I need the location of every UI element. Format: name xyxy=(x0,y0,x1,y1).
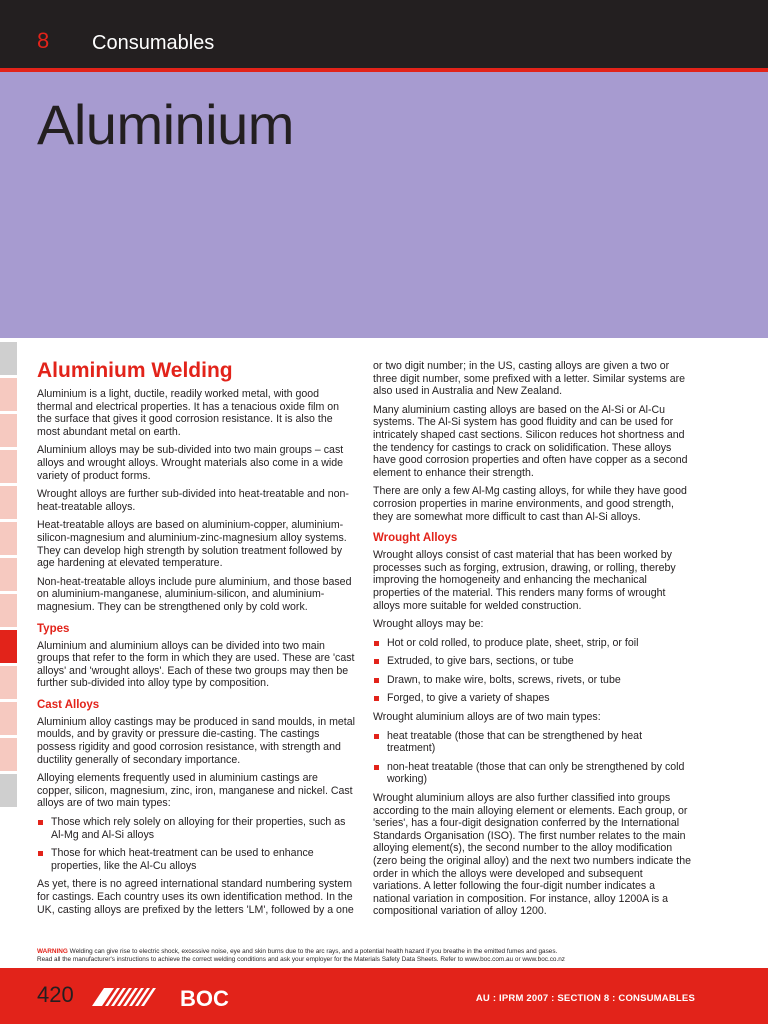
list-item: Those which rely solely on alloying for their properties, such as Al-Mg and Al-Si alloys xyxy=(37,816,355,841)
right-column xyxy=(373,360,691,924)
paragraph: Many aluminium casting alloys are based on the Al-Si or Al-Cu systems. The Al-Si system has good fluidity and can be used for intricately shaped cast sections. Silicon reduces hot shortness and the tendency for castings to crack on solidification. These alloys have good corrosion properties and often have copper as a second element to enhance their strength. xyxy=(373,403,688,479)
paragraph: Wrought alloys consist of cast material that has been worked by processes such as forging, extrusion, drawing, or rolling, thereby improving the homogeneity and enhancing the mechanical properties of the material. This renders many forms of wrought alloys more suitable for welded construction. xyxy=(373,549,676,612)
warning-label: WARNING xyxy=(37,948,68,955)
article-heading: Aluminium Welding xyxy=(37,359,233,382)
paragraph: Heat-treatable alloys are based on aluminium-copper, aluminium-silicon-magnesium and aluminium-zinc-magnesium alloy systems. They can develop high strength by solution treatment followed by age hardening at elevated temperature. xyxy=(37,519,347,570)
section-tab[interactable] xyxy=(0,522,17,555)
section-title: Consumables xyxy=(92,32,215,54)
chapter-number: 8 xyxy=(37,28,50,53)
section-tab-active[interactable] xyxy=(0,630,17,663)
list-item: Hot or cold rolled, to produce plate, sheet, strip, or foil xyxy=(373,637,691,650)
section-tab[interactable] xyxy=(0,774,17,807)
section-tab[interactable] xyxy=(0,594,17,627)
section-tab[interactable] xyxy=(0,486,17,519)
page-title: Aluminium xyxy=(37,93,294,156)
paragraph: Wrought aluminium alloys are of two main types: xyxy=(373,711,601,724)
brand-name: BOC xyxy=(180,986,229,1010)
paragraph: Alloying elements frequently used in aluminium castings are copper, silicon, magnesium, zinc, iron, manganese and nickel. Cast alloys are of two main types: xyxy=(37,772,353,810)
section-tab[interactable] xyxy=(0,702,17,735)
section-tab[interactable] xyxy=(0,738,17,771)
wrought-types-list xyxy=(373,730,691,786)
paragraph: There are only a few Al-Mg casting alloys, for while they have good corrosion properties in marine environments, and good strength, they are somewhat more difficult to cast than Al-Si alloys. xyxy=(373,485,687,523)
list-item: Extruded, to give bars, sections, or tube xyxy=(373,655,691,668)
list-item: non-heat treatable (those that can only be strengthened by cold working) xyxy=(373,761,691,786)
footer-bar xyxy=(0,968,768,1024)
paragraph: Wrought aluminium alloys are also further classified into groups according to the main alloying element or elements. Each group, or 'series', has a four-digit designation conferred by the International Standards Organisation (ISO). The first number relates to the main alloying element(s), the second number to the alloy modification (zero being the original alloy) and the next two numbers indicate the order in which the alloys were developed and subsequent variations. A letter following the four-digit number indicates a national variation in composition. For instance, alloy 1200A is a compositional variation of alloy 1200. xyxy=(373,792,691,918)
paragraph: Aluminium and aluminium alloys can be divided into two main groups that refer to the form in which they are used. These are 'cast alloys' and 'wrought alloys'. Each of these two groups may then be further sub-divided into alloy type by composition. xyxy=(37,639,355,690)
boc-logo-icon xyxy=(92,984,242,1010)
paragraph: Wrought alloys may be: xyxy=(373,618,484,631)
wrought-process-list xyxy=(373,637,691,705)
section-tab[interactable] xyxy=(0,558,17,591)
cast-alloy-list xyxy=(37,816,355,872)
paragraph: or two digit number; in the US, casting alloys are given a two or three digit number, some prefixed with a letter. Similar systems are also used in Australia and New Zealand. xyxy=(373,360,686,398)
section-tab[interactable] xyxy=(0,342,17,375)
top-bar xyxy=(0,0,768,68)
list-item: Those for which heat-treatment can be used to enhance properties, like the Al-Cu alloys xyxy=(37,847,355,872)
paragraph: Aluminium is a light, ductile, readily worked metal, with good thermal and electrical properties. It has a tenacious oxide film on the surface that gives it good corrosion resistance. It is also the most abundant metal on earth. xyxy=(37,388,340,438)
warning-text: Welding can give rise to electric shock, excessive noise, eye and skin burns due to the arc rays, and a potential health hazard if you breathe in the emitted fumes and gases. xyxy=(69,948,558,955)
subheading-types: Types xyxy=(37,622,70,635)
paragraph: Wrought alloys are further sub-divided into heat-treatable and non-heat-treatable alloys. xyxy=(37,488,349,513)
section-tab[interactable] xyxy=(0,378,17,411)
paragraph: Non-heat-treatable alloys include pure aluminium, and those based on aluminium-manganese, aluminium-silicon, and aluminium-magnesium. They can be strengthened only by cold work. xyxy=(37,575,352,613)
paragraph: Aluminium alloy castings may be produced in sand moulds, in metal moulds, and by gravity or pressure die-casting. The castings possess rigidity and good corrosion resistance, with strength and ductility generally of secondary importance. xyxy=(37,715,355,766)
warning-text: Read all the manufacturer's instructions to achieve the correct welding conditions and ask your employer for the Materials Safety Data Sheets. Refer to www.boc.com.au or www.boc.co.nz xyxy=(37,956,565,963)
safety-warning xyxy=(37,948,737,964)
paragraph: As yet, there is no agreed international standard numbering system for castings. Each country uses its own identification method. In the UK, casting alloys are prefixed by the letters 'LM', followed by a one xyxy=(37,878,354,916)
subheading-wrought-alloys: Wrought Alloys xyxy=(373,532,458,545)
paragraph: Aluminium alloys may be sub-divided into two main groups – cast alloys and wrought alloys. Wrought materials also come in a wide variety of product forms. xyxy=(37,444,344,482)
section-tabs xyxy=(0,342,17,810)
subheading-cast-alloys: Cast Alloys xyxy=(37,698,100,711)
document-reference: AU : IPRM 2007 : SECTION 8 : CONSUMABLES xyxy=(475,993,695,1004)
list-item: Forged, to give a variety of shapes xyxy=(373,692,691,705)
list-item: Drawn, to make wire, bolts, screws, rivets, or tube xyxy=(373,674,691,687)
left-column xyxy=(37,358,355,922)
title-banner xyxy=(0,72,768,338)
list-item: heat treatable (those that can be strengthened by heat treatment) xyxy=(373,730,691,755)
section-tab[interactable] xyxy=(0,450,17,483)
page-number: 420 xyxy=(37,982,74,1007)
section-tab[interactable] xyxy=(0,666,17,699)
section-tab[interactable] xyxy=(0,414,17,447)
